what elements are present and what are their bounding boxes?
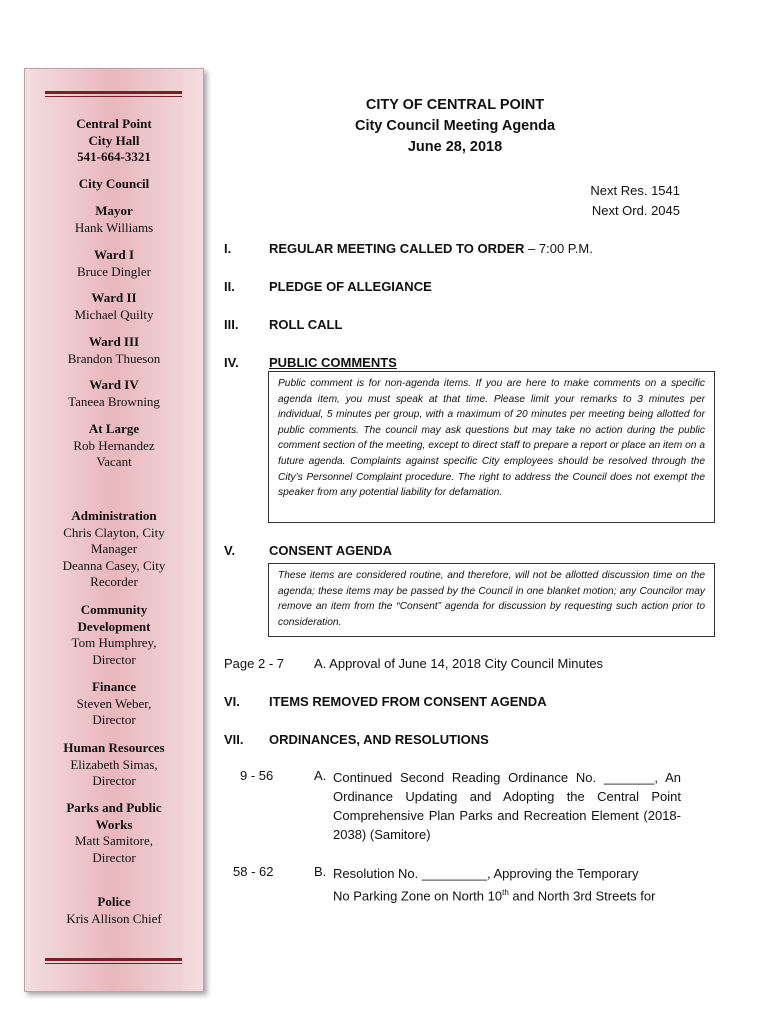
agenda-title [300,95,610,158]
section-4-title: PUBLIC COMMENTS [269,355,397,370]
item-b-page-ref: 58 - 62 [233,864,274,879]
item-b-text: Resolution No. _________, Approving the Temporary No Parking Zone on North 10th and North 3rd Streets for [333,866,656,904]
consent-agenda-box: These items are considered routine, and therefore, will not be allotted discussion time on the agenda; these items may be passed by the Council in one blanket motion; any Councilor may remove an item from the “Consent” agenda for discussion by requesting such action prior to consideration. [268,563,715,637]
item-a-letter: A. [314,768,327,783]
meeting-title: City Council Meeting Agenda [354,118,556,134]
member-mayor: Mayor Hank Williams [74,203,154,235]
section-2-number: II. [224,279,235,294]
section-5-number: V. [224,543,236,558]
member-at-large: At Large Rob Hernandez Vacant [73,421,155,469]
member-ward-2: Ward II Michael Quilty [74,290,154,322]
section-5-title: CONSENT AGENDA [269,543,393,558]
member-ward-4: Ward IV Taneea Browning [68,377,160,409]
meeting-date: June 28, 2018 [407,139,503,155]
section-6-title: ITEMS REMOVED FROM CONSENT AGENDA [269,694,547,709]
item-a-text: Continued Second Reading Ordinance No. _______, An Ordinance Updating and Adopting the Central Point Comprehensive Plan Parks and Recreation Element (2018-2038) (Samitore) [333,770,681,842]
member-ward-1: Ward I Bruce Dingler [76,247,151,279]
section-1-title: REGULAR MEETING CALLED TO ORDER – 7:00 P.M. [269,241,593,256]
section-6-number: VI. [224,694,240,709]
staff-human-resources: Human Resources Elizabeth Simas, Director [63,740,165,788]
meeting-time: – 7:00 P.M. [524,241,593,256]
council-heading: City Council [78,176,150,191]
staff-finance: Finance Steven Weber, Director [76,679,152,727]
sidebar [24,68,204,992]
sidebar-top-rule [45,91,182,97]
next-ordinance: Next Ord. 2045 [591,203,680,218]
item-a-page-ref: 9 - 56 [240,768,274,783]
staff-parks-public-works: Parks and Public Works Matt Samitore, Director [66,800,162,865]
consent-item-a: A. Approval of June 14, 2018 City Council Minutes [314,656,604,671]
sidebar-bottom-rule [45,958,182,964]
section-2-title: PLEDGE OF ALLEGIANCE [269,279,432,294]
city-hall-address: Central Point City Hall 541-664-3321 [76,116,152,164]
section-4-number: IV. [224,355,239,370]
public-comment-box: Public comment is for non-agenda items. If you are here to make comments on a specific agenda item, you must speak at that time. Please limit your remarks to 3 minutes per individual, 5 minutes per group, with a maximum of 20 minutes per meeting being allotted for public comments. The council may ask questions but may take no action during the public comment section of the meeting, except to direct staff to prepare a report or place an item on a future agenda. Complaints against specific City employees should be resolved through the City’s Personnel Complaint procedure. The right to address the Council does not exempt the speaker from any potential liability for defamation. [268,371,715,523]
section-7-title: ORDINANCES, AND RESOLUTIONS [269,732,489,747]
section-7-number: VII. [224,732,244,747]
consent-page-ref: Page 2 - 7 [224,656,284,671]
section-1-number: I. [224,241,232,256]
staff-administration: Administration Chris Clayton, City Manager Deanna Casey, City Recorder [62,508,166,589]
item-b-letter: B. [314,864,327,879]
next-resolution: Next Res. 1541 [590,183,680,198]
city-name: CITY OF CENTRAL POINT [365,97,545,113]
section-3-title: ROLL CALL [269,317,343,332]
member-ward-3: Ward III Brandon Thueson [67,334,161,366]
staff-community-development: Community Development Tom Humphrey, Director [71,602,157,667]
section-3-number: III. [224,317,239,332]
staff-police: Police Kris Allison Chief [66,894,162,926]
